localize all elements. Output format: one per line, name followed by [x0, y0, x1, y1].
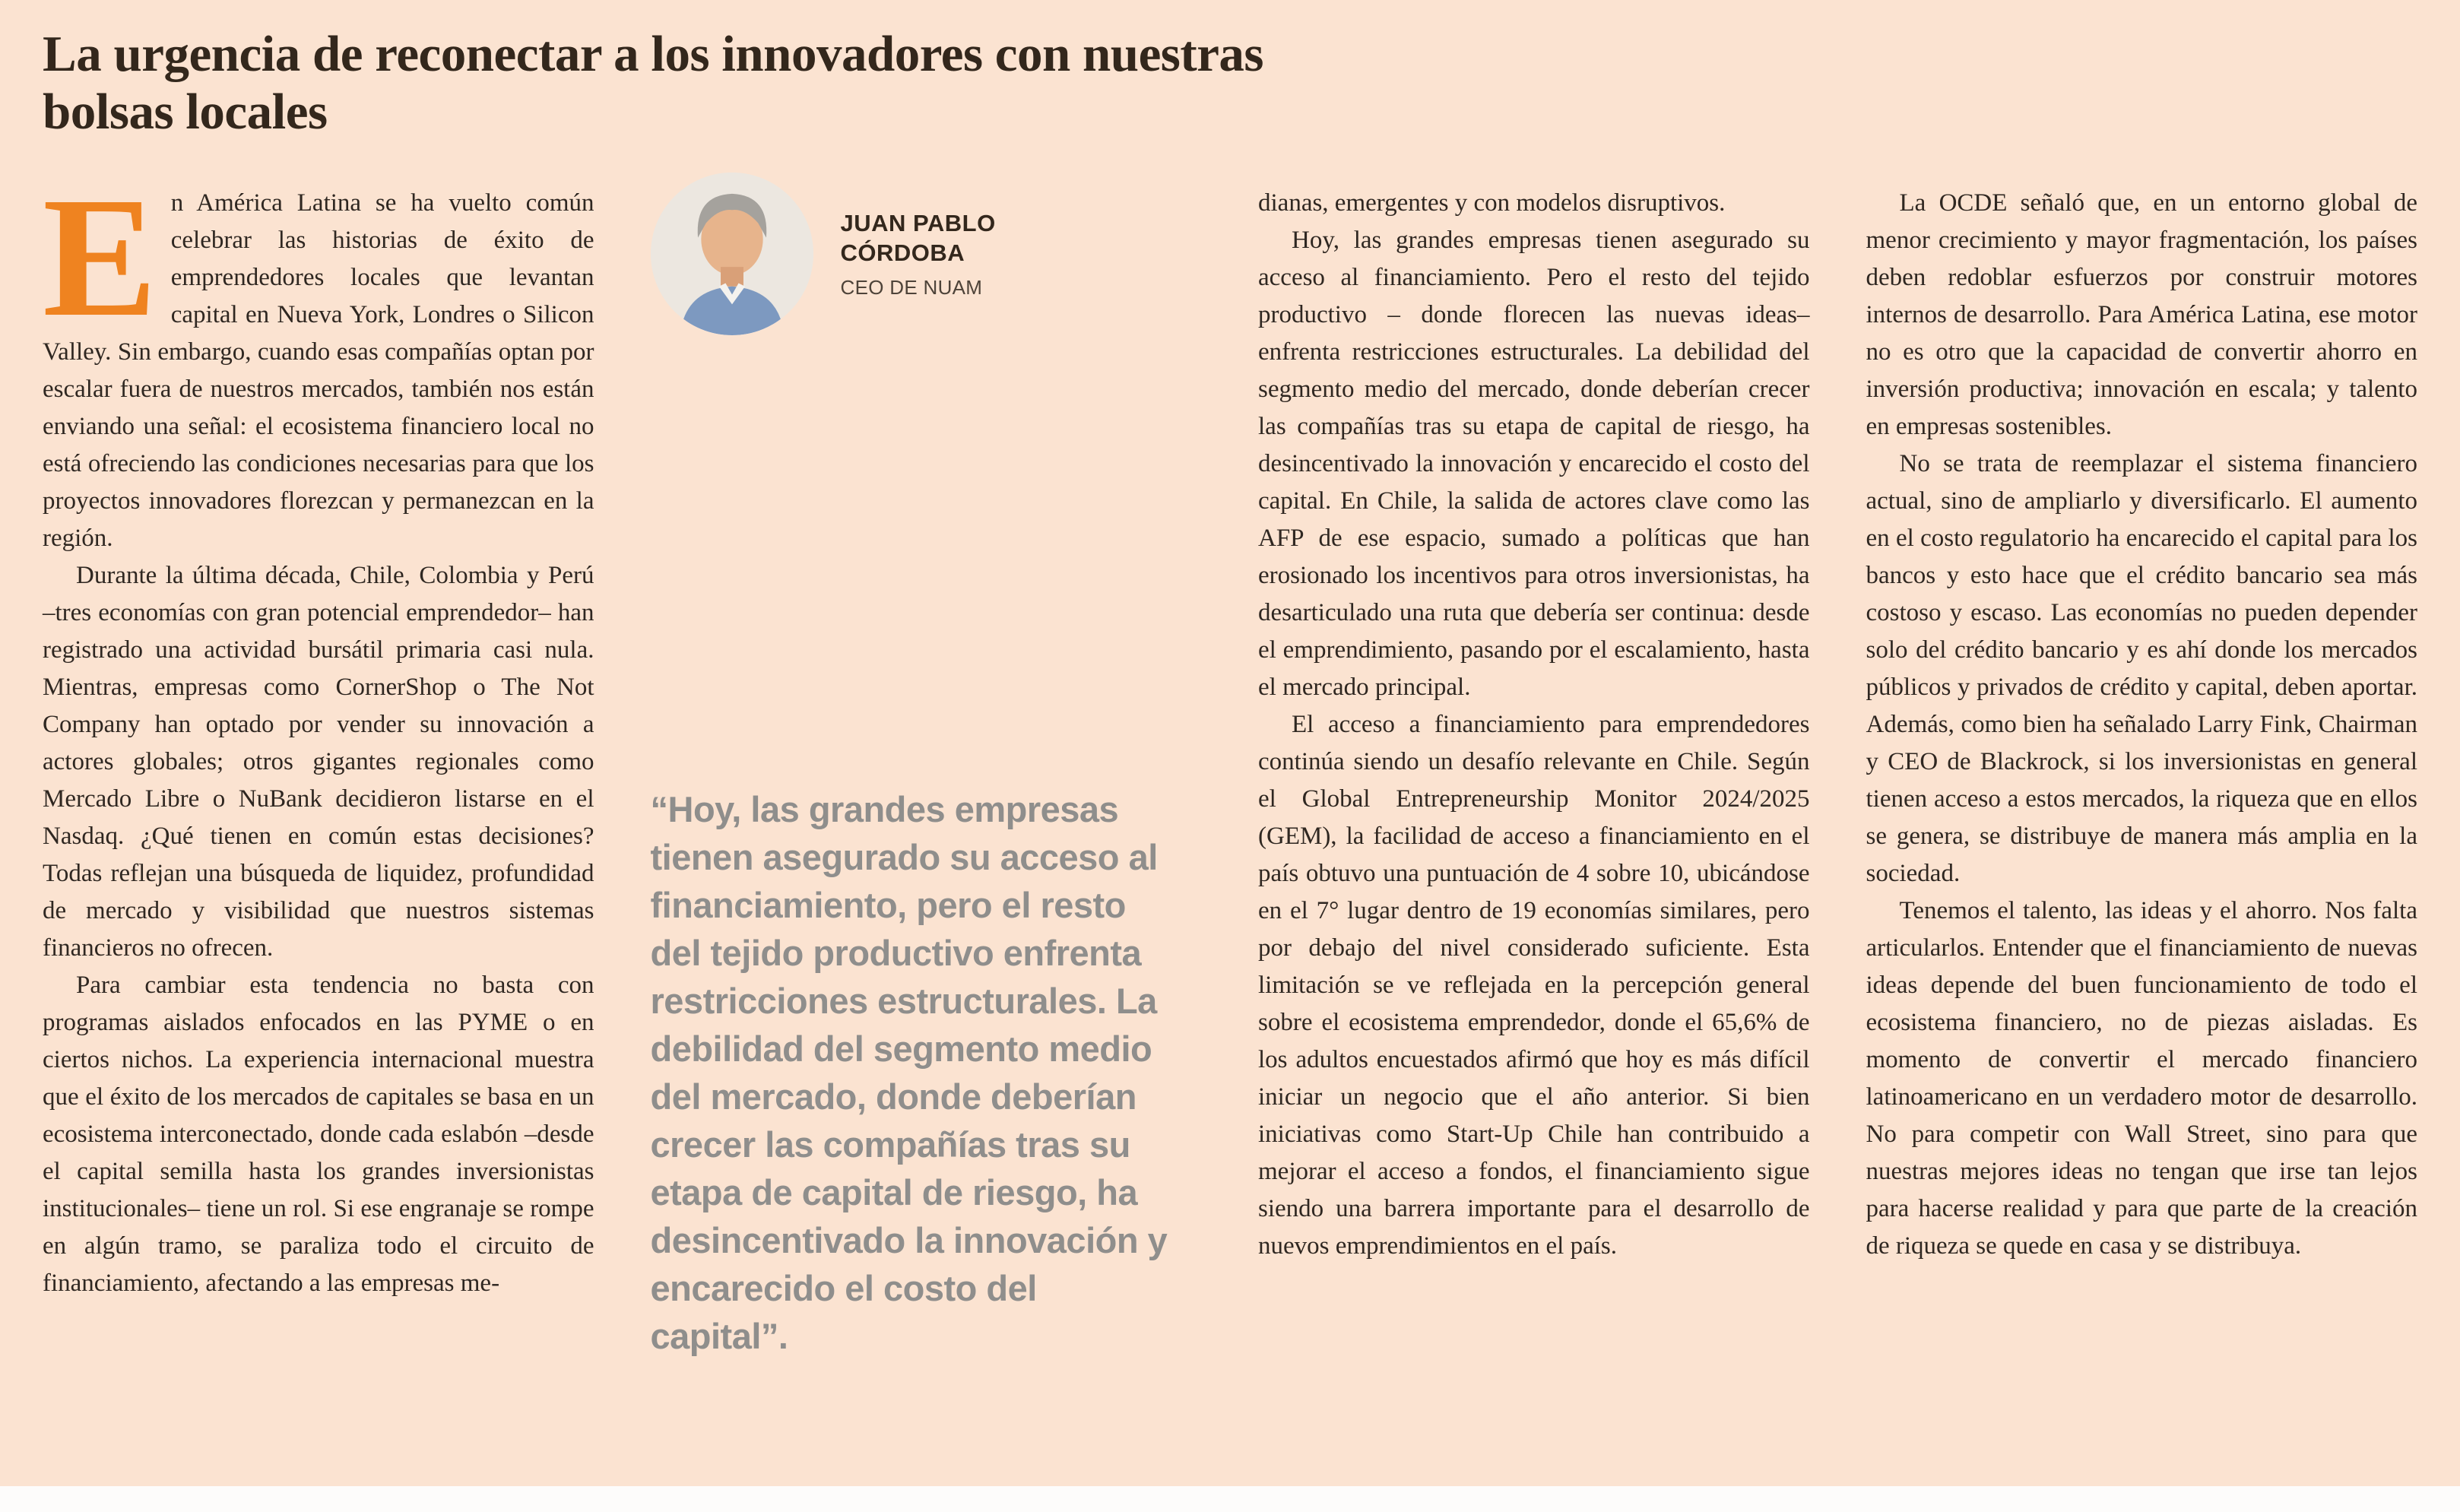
person-avatar-icon: [651, 173, 813, 335]
paragraph: Hoy, las grandes empresas tienen asegurado su acceso al financiamiento. Pero el resto del tejido productivo – donde florecen las nuevas ideas– enfrenta restricciones estructurales. La debilidad del segmento medio del mercado, donde deberían crecer las compañías tras su etapa de capital de riesgo, ha desincentivado la innovación y encarecido el costo del capital. En Chile, la salida de actores clave como las AFP de ese espacio, sumado a políticas que han erosionado los incentivos para otros inversionistas, ha desarticulado una ruta que debería ser continua: desde el emprendimiento, pasando por el escalamiento, hasta el mercado principal.: [1258, 227, 1810, 702]
pull-quote: “Hoy, las grandes empresas tienen asegurado su acceso al financiamiento, pero el resto del tejido productivo enfrenta restricciones estructurales. La debilidad del segmento medio del mercado, donde deberían crecer las compañías tras su etapa de capital de riesgo, ha desincentivado la innovación y encarecido el costo del capital”.: [650, 789, 1168, 1357]
paragraph: dianas, emergentes y con modelos disruptivos.: [1258, 189, 1726, 217]
paragraph-text: n América Latina se ha vuelto común celebrar las historias de éxito de emprendedores locales que levantan capital en Nueva York, Londres o Silicon Valley. Sin embargo, cuando esas compañías optan por escalar fuera de nuestros mercados, también nos están enviando una señal: el ecosistema financiero local no está ofreciendo las condiciones necesarias para que los proyectos innovadores florezcan y permanezcan en la región.: [43, 189, 594, 553]
author-name: JUAN PABLO CÓRDOBA: [840, 210, 996, 266]
paragraph: Durante la última década, Chile, Colombia y Perú –tres economías con gran potencial emprendedor– han registrado una actividad bursátil primaria casi nula. Mientras, empresas como CornerShop o The Not Company han optado por vender su innovación a actores globales; otros gigantes regionales como Mercado Libre o NuBank decidieron listarse en el Nasdaq. ¿Qué tienen en común estas decisiones? Todas reflejan una búsqueda de liquidez, profundidad de mercado y visibilidad que nuestros sistemas financieros no ofrecen.: [43, 562, 594, 962]
author-block: [651, 173, 1203, 335]
page-title: La urgencia de reconectar a los innovadores con nuestras bolsas locales: [43, 26, 1264, 140]
author-meta: [841, 209, 1023, 300]
paragraph: [43, 162, 594, 557]
paragraph: No se trata de reemplazar el sistema financiero actual, sino de ampliarlo y diversificarlo. El aumento en el costo regulatorio ha encarecido el capital para los bancos y esto hace que el crédito bancario sea más costoso y escaso. Las economías no pueden depender solo del crédito bancario y es ahí donde los mercados públicos y privados de crédito y capital, deben aportar. Además, como bien ha señalado Larry Fink, Chairman y CEO de Blackrock, si los inversionistas en general tienen acceso a estos mercados, la riqueza que en ellos se genera, se distribuye de manera más amplia en la sociedad.: [1866, 450, 2417, 888]
author-title: CEO DE NUAM: [840, 275, 983, 299]
paragraph: Tenemos el talento, las ideas y el ahorro. Nos falta articularlos. Entender que el financiamiento de nuevas ideas depende del buen funcionamiento de todo el ecosistema financiero, no de piezas aisladas. Es momento de convertir el mercado financiero latinoamericano en un verdadero motor de desarrollo. No para competir con Wall Street, sino para que nuestras mejores ideas no tengan que irse tan lejos para hacerse realidad y para que parte de la creación de riqueza se quede en casa y se distribuya.: [1866, 897, 2417, 1260]
column-4: [1866, 185, 2418, 1360]
paragraph: La OCDE señaló que, en un entorno global de menor crecimiento y mayor fragmentación, los países deben redoblar esfuerzos por construir motores internos de desarrollo. Para América Latina, ese motor no es otro que la capacidad de convertir ahorro en inversión productiva; innovación en escala; y talento en empresas sostenibles.: [1866, 189, 2417, 441]
article-body: [43, 162, 2417, 1360]
drop-cap: E: [43, 162, 157, 353]
column-1: [43, 162, 594, 1360]
page-edge-strip: [0, 1486, 2460, 1512]
paragraph: Para cambiar esta tendencia no basta con programas aislados enfocados en las PYME o en ciertos nichos. La experiencia internacional muestra que el éxito de los mercados de capitales se basa en un ecosistema interconectado, donde cada eslabón –desde el capital semilla hasta los grandes inversionistas institucionales– tiene un rol. Si ese engranaje se rompe en algún tramo, se paraliza todo el circuito de financiamiento, afectando a las empresas me-: [43, 972, 594, 1298]
author-photo: [651, 173, 813, 335]
column-2: [651, 185, 1203, 1360]
column-3: [1258, 185, 1810, 1360]
paragraph: El acceso a financiamiento para emprendedores continúa siendo un desafío relevante en Chile. Según el Global Entrepreneurship Monitor 2024/2025 (GEM), la facilidad de acceso a financiamiento en el país obtuvo una puntuación de 4 sobre 10, ubicándose en el 7° lugar dentro de 19 economías similares, pero por debajo del nivel considerado suficiente. Esta limitación se ve reflejada en la percepción general sobre el ecosistema emprendedor, donde el 65,6% de los adultos encuestados afirmó que hoy es más difícil iniciar un negocio que el año anterior. Si bien iniciativas como Start-Up Chile han contribuido a mejorar el acceso a fondos, el financiamiento sigue siendo una barrera importante para el desarrollo de nuevos emprendimientos en el país.: [1258, 711, 1810, 1260]
